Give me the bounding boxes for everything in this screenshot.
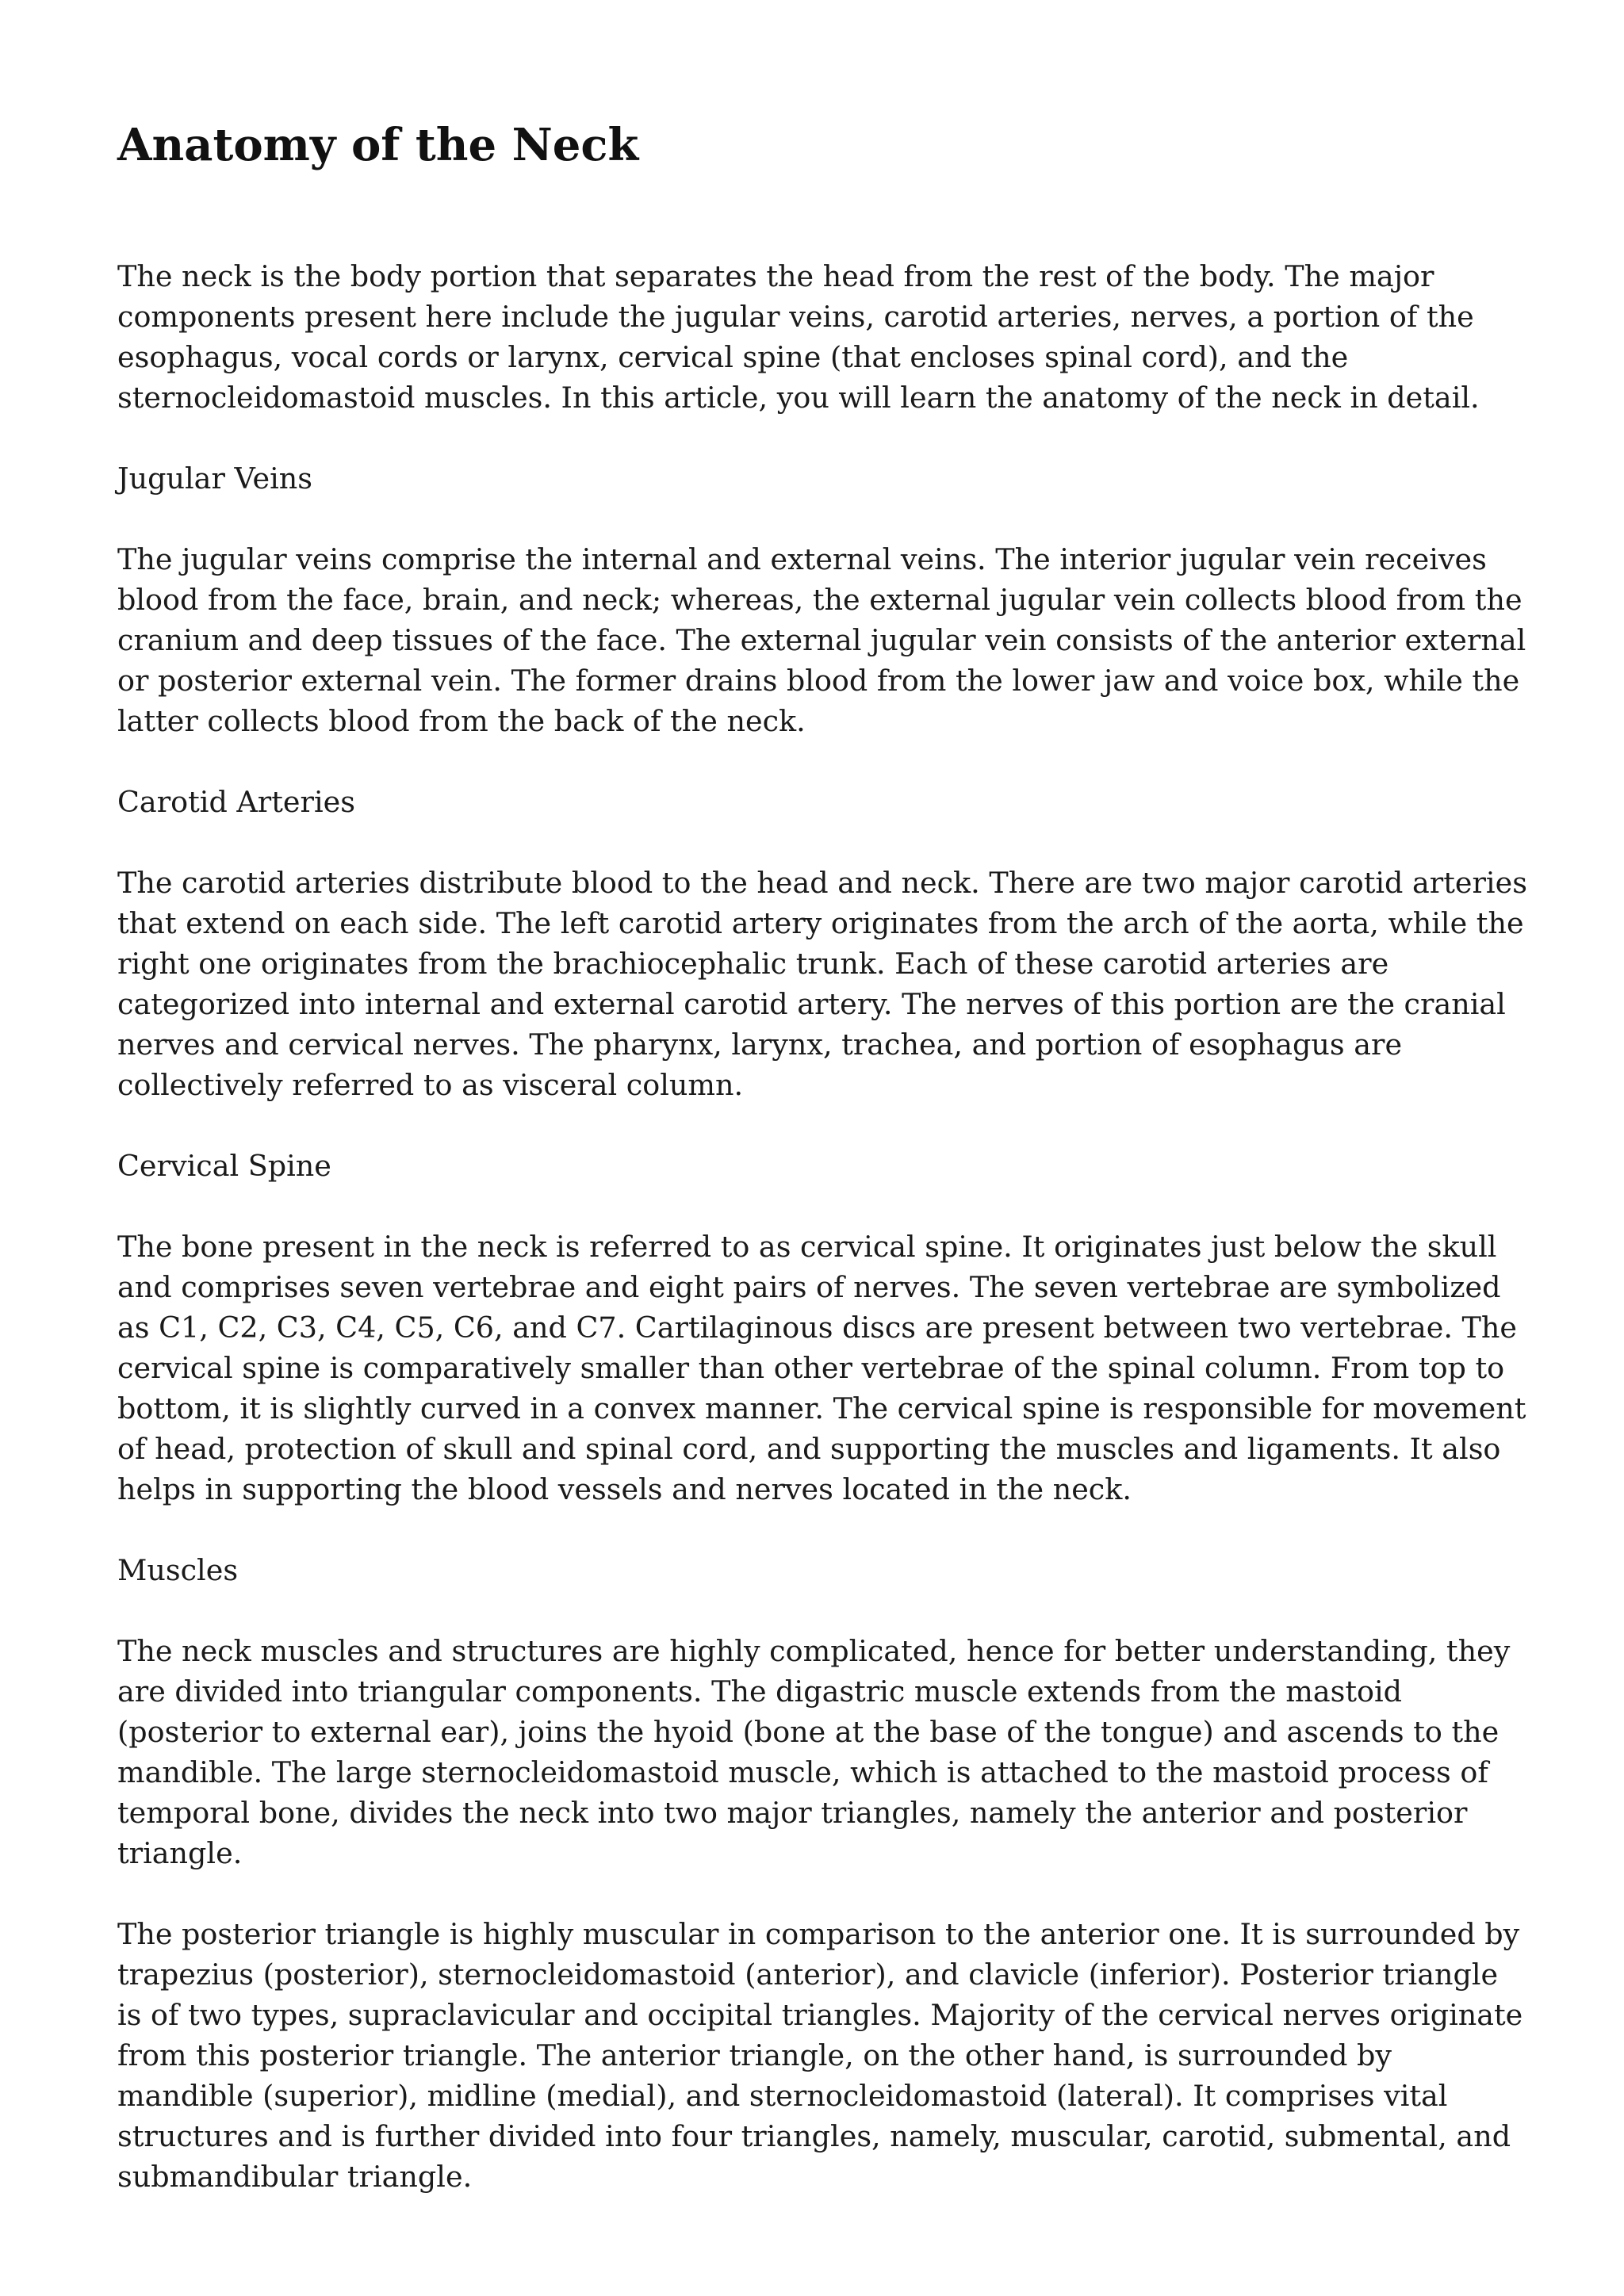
section-cervical-spine <box>117 1146 1529 1510</box>
section-heading: Cervical Spine <box>117 1149 331 1184</box>
document-page <box>117 119 1529 2237</box>
intro-paragraph: The neck is the body portion that separates the head from the rest of the body. The major components present here include the jugular veins, carotid arteries, nerves, a portion of the esophagus, vocal cords or larynx, cervical spine (that encloses spinal cord), and the sternocleidomastoid muscles. In this article, you will learn the anatomy of the neck in detail. <box>117 259 1480 415</box>
section-paragraph: The carotid arteries distribute blood to the head and neck. There are two major carotid arteries that extend on each side. The left carotid artery originates from the arch of the aorta, while the right one originates from the brachiocephalic trunk. Each of these carotid arteries are categorized into internal and external carotid artery. The nerves of this portion are the cranial nerves and cervical nerves. The pharynx, larynx, trachea, and portion of esophagus are collectively referred to as visceral column. <box>117 866 1527 1103</box>
section-heading: Carotid Arteries <box>117 785 355 820</box>
section-jugular-veins <box>117 458 1529 741</box>
section-paragraph: The neck muscles and structures are highly complicated, hence for better understanding, they are divided into triangular components. The digastric muscle extends from the mastoid (posterior to external ear), joins the hyoid (bone at the base of the tongue) and ascends to the mandible. The large sternocleidomastoid muscle, which is attached to the mastoid process of temporal bone, divides the neck into two major triangles, namely the anterior and posterior triangle. <box>117 1634 1511 1871</box>
section-heading: Muscles <box>117 1553 239 1588</box>
section-muscles <box>117 1550 1529 2197</box>
section-paragraph: The bone present in the neck is referred to as cervical spine. It originates just below the skull and comprises seven vertebrae and eight pairs of nerves. The seven vertebrae are symbolized as C1, C2, C3, C4, C5, C6, and C7. Cartilaginous discs are present between two vertebrae. The cervical spine is comparatively smaller than other vertebrae of the spinal column. From top to bottom, it is slightly curved in a convex manner. The cervical spine is responsible for movement of head, protection of skull and spinal cord, and supporting the muscles and ligaments. It also helps in supporting the blood vessels and nerves located in the neck. <box>117 1230 1526 1507</box>
section-carotid-arteries <box>117 782 1529 1105</box>
page-title: Anatomy of the Neck <box>117 119 639 171</box>
section-paragraph: The jugular veins comprise the internal and external veins. The interior jugular vein receives blood from the face, brain, and neck; whereas, the external jugular vein collects blood from the cranium and deep tissues of the face. The external jugular vein consists of the anterior external or posterior external vein. The former drains blood from the lower jaw and voice box, while the latter collects blood from the back of the neck. <box>117 542 1526 739</box>
section-heading: Jugular Veins <box>117 461 313 496</box>
section-paragraph: The posterior triangle is highly muscular in comparison to the anterior one. It is surrounded by trapezius (posterior), sternocleidomastoid (anterior), and clavicle (inferior). Posterior triangle is of two types, supraclavicular and occipital triangles. Majority of the cervical nerves originate from this posterior triangle. The anterior triangle, on the other hand, is surrounded by mandible (superior), midline (medial), and sternocleidomastoid (lateral). It comprises vital structures and is further divided into four triangles, namely, muscular, carotid, submental, and submandibular triangle. <box>117 1917 1523 2195</box>
